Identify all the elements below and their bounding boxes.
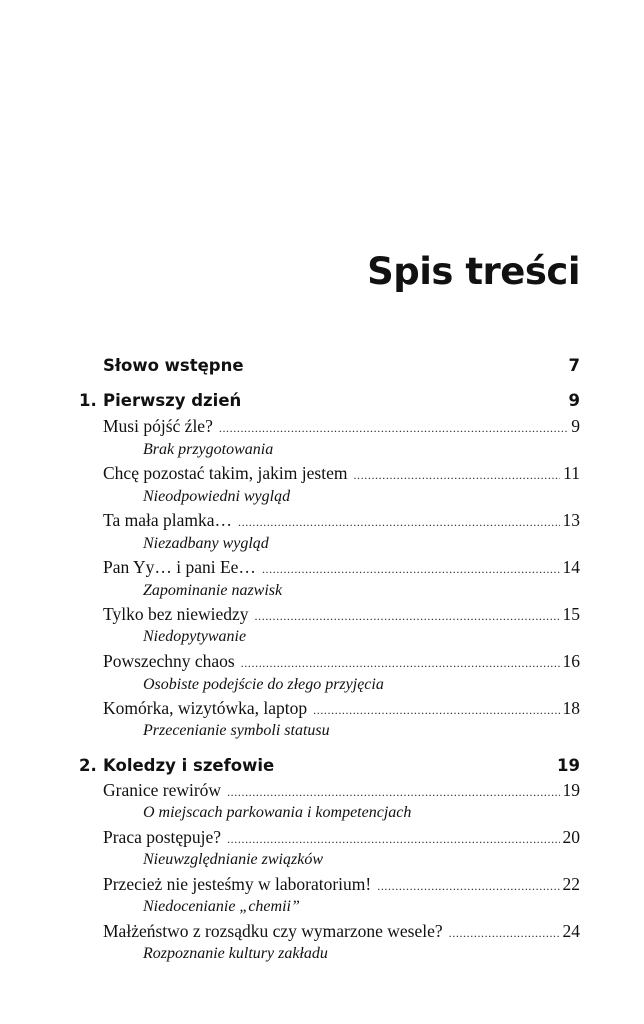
- preface-page: 7: [568, 356, 580, 375]
- entry-title: Chcę pozostać takim, jakim jestem: [103, 463, 348, 483]
- entry-subtitle: Zapominanie nazwisk: [143, 582, 283, 599]
- chapter-page: 9: [568, 391, 580, 410]
- entry-page: 24: [562, 921, 580, 941]
- entry-subtitle: Niedocenianie „chemii”: [143, 898, 300, 915]
- dot-leader: [227, 785, 559, 800]
- toc-entry: [103, 416, 580, 438]
- entry-title: Pan Yy… i pani Ee…: [103, 557, 256, 577]
- toc-entry: [103, 698, 580, 720]
- dot-leader: [255, 609, 560, 624]
- entry-subtitle: Nieodpowiedni wygląd: [143, 488, 291, 505]
- entry-subtitle: Nieuwzględnianie związków: [143, 851, 323, 868]
- dot-leader: [219, 421, 568, 436]
- dot-leader: [262, 562, 560, 577]
- toc-entry: [103, 463, 580, 485]
- entry-subtitle: Przecenianie symboli statusu: [143, 722, 330, 739]
- chapter-title: Pierwszy dzień: [103, 391, 242, 410]
- entry-title: Praca postępuje?: [103, 827, 222, 847]
- entry-subtitle: Brak przygotowania: [143, 441, 274, 458]
- toc-entry: [103, 827, 580, 849]
- entry-page: 22: [562, 874, 580, 894]
- entry-subtitle: Niezadbany wygląd: [143, 535, 269, 552]
- entry-page: 9: [571, 416, 580, 436]
- dot-leader: [353, 468, 560, 483]
- dot-leader: [227, 832, 559, 847]
- toc-chapter: [0, 391, 644, 417]
- entry-page: 20: [562, 827, 580, 847]
- entry-subtitle: Niedopytywanie: [143, 628, 247, 645]
- dot-leader: [241, 656, 560, 671]
- dot-leader: [449, 926, 560, 941]
- toc-entry: [103, 780, 580, 802]
- entry-page: 13: [562, 510, 580, 530]
- entry-page: 11: [563, 463, 580, 483]
- entry-page: 14: [562, 557, 580, 577]
- chapter-number: 2.: [79, 756, 97, 775]
- entry-title: Komórka, wizytówka, laptop: [103, 698, 308, 718]
- toc-entry: [103, 557, 580, 579]
- toc-entry: [103, 604, 580, 626]
- entry-title: Małżeństwo z rozsądku czy wymarzone wesele?: [103, 921, 443, 941]
- entry-page: 16: [562, 651, 580, 671]
- entry-title: Granice rewirów: [103, 780, 222, 800]
- dot-leader: [313, 703, 559, 718]
- dot-leader: [377, 879, 559, 894]
- entry-subtitle: Rozpoznanie kultury zakładu: [143, 945, 328, 962]
- dot-leader: [238, 515, 559, 530]
- toc-preface: [0, 356, 644, 382]
- entry-title: Przecież nie jesteśmy w laboratorium!: [103, 874, 372, 894]
- chapter-page: 19: [557, 756, 580, 775]
- page-title: Spis treści: [367, 250, 580, 293]
- preface-title: Słowo wstępne: [103, 356, 244, 375]
- toc-entry: [103, 651, 580, 673]
- entry-page: 19: [562, 780, 580, 800]
- entry-title: Tylko bez niewiedzy: [103, 604, 249, 624]
- entry-subtitle: O miejscach parkowania i kompetencjach: [143, 804, 412, 821]
- chapter-number: 1.: [79, 391, 97, 410]
- toc-entry: [103, 874, 580, 896]
- entry-page: 15: [562, 604, 580, 624]
- entry-title: Musi pójść źle?: [103, 416, 213, 436]
- toc-chapter: [0, 756, 644, 782]
- entry-page: 18: [562, 698, 580, 718]
- entry-subtitle: Osobiste podejście do złego przyjęcia: [143, 676, 384, 693]
- entry-title: Powszechny chaos: [103, 651, 235, 671]
- chapter-title: Koledzy i szefowie: [103, 756, 275, 775]
- toc-entry: [103, 510, 580, 532]
- toc-entry: [103, 921, 580, 943]
- entry-title: Ta mała plamka…: [103, 510, 233, 530]
